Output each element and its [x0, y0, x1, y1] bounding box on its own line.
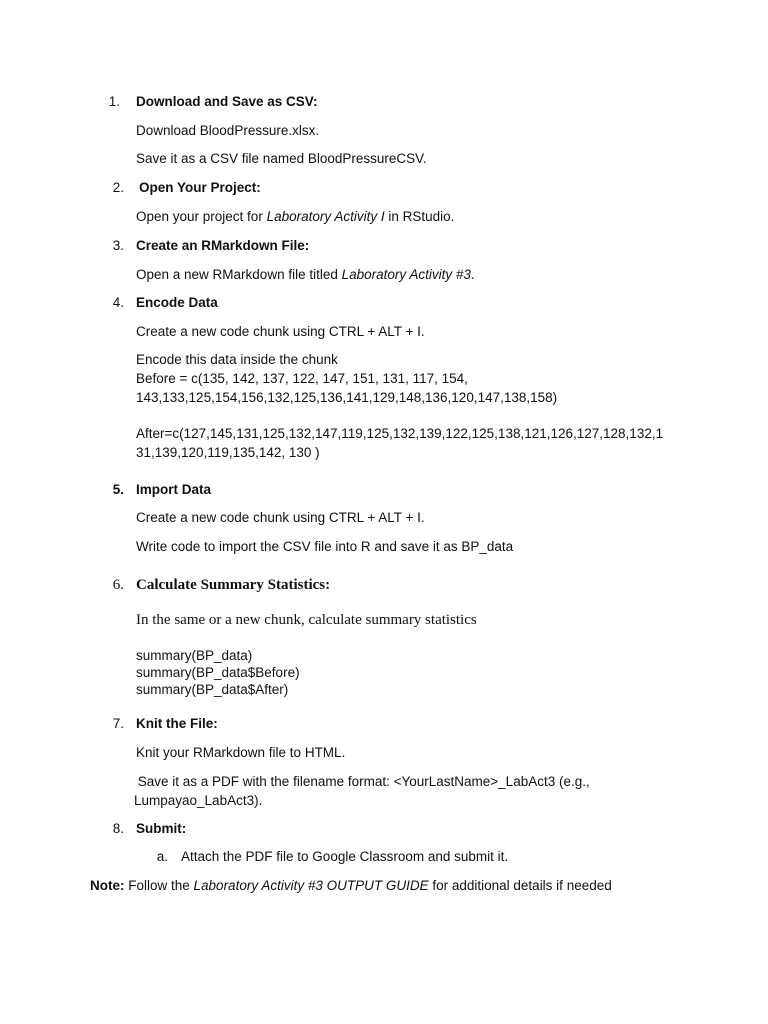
- step-6-code-2: summary(BP_data$Before): [136, 665, 300, 680]
- step-1-line-2: Save it as a CSV file named BloodPressureCSV.: [136, 151, 427, 166]
- step-5-line-1: Create a new code chunk using CTRL + ALT + I.: [136, 510, 425, 525]
- step-7-line-3: Lumpayao_LabAct3).: [134, 793, 263, 808]
- step-2-heading: Open Your Project:: [139, 180, 261, 195]
- step-2-line-italic: Laboratory Activity I: [266, 209, 385, 224]
- step-6-heading: Calculate Summary Statistics:: [136, 577, 331, 593]
- step-2-line: [136, 208, 454, 226]
- step-1-heading: Download and Save as CSV:: [136, 94, 318, 109]
- note-after: for additional details if needed: [428, 878, 612, 893]
- step-1-line-1: Download BloodPressure.xlsx.: [136, 123, 320, 138]
- step-2-line-after: in RStudio.: [384, 209, 455, 224]
- step-4-heading: Encode Data: [136, 295, 218, 310]
- note-before: Follow the: [124, 878, 194, 893]
- step-7-line-1: Knit your RMarkdown file to HTML.: [136, 745, 346, 760]
- step-1-number: 1.: [108, 94, 120, 109]
- step-5-number: 5.: [112, 482, 124, 497]
- step-4-after-line-2: 31,139,120,119,135,142, 130 ): [136, 445, 320, 460]
- step-6-number: 6.: [112, 577, 124, 593]
- step-4-before-line-1: Before = c(135, 142, 137, 122, 147, 151, 131, 117, 154,: [136, 371, 468, 386]
- step-6-code-3: summary(BP_data$After): [136, 682, 289, 697]
- step-3-line-after: .: [470, 267, 475, 282]
- step-8-sub-a-marker: a.: [156, 849, 168, 864]
- step-7-number: 7.: [112, 716, 124, 731]
- step-3-line-before: Open a new RMarkdown file titled: [136, 267, 342, 282]
- note-label: Note:: [90, 878, 125, 893]
- step-3-line: [136, 266, 475, 284]
- step-4-number: 4.: [112, 295, 124, 310]
- step-7-heading: Knit the File:: [136, 716, 218, 731]
- step-2-line-before: Open your project for: [136, 209, 267, 224]
- step-8-sub-a-text: Attach the PDF file to Google Classroom and submit it.: [181, 849, 509, 864]
- step-7-line-2: Save it as a PDF with the filename format: <YourLastName>_LabAct3 (e.g.,: [134, 774, 590, 789]
- step-8-heading: Submit:: [136, 821, 187, 836]
- step-8-number: 8.: [112, 821, 124, 836]
- step-3-number: 3.: [112, 238, 124, 253]
- note-line: [90, 877, 612, 895]
- step-5-line-2: Write code to import the CSV file into R and save it as BP_data: [136, 539, 514, 554]
- step-3-line-italic: Laboratory Activity #3: [341, 267, 471, 282]
- step-4-line-1: Create a new code chunk using CTRL + ALT + I.: [136, 324, 425, 339]
- step-4-before-line-2: 143,133,125,154,156,132,125,136,141,129,148,136,120,147,138,158): [136, 390, 558, 405]
- step-4-after-line-1: After=c(127,145,131,125,132,147,119,125,132,139,122,125,138,121,126,127,128,132,1: [136, 426, 664, 441]
- note-italic: Laboratory Activity #3 OUTPUT GUIDE: [193, 878, 429, 893]
- step-3-heading: Create an RMarkdown File:: [136, 238, 310, 253]
- step-6-code-1: summary(BP_data): [136, 648, 253, 663]
- step-6-line-1: In the same or a new chunk, calculate summary statistics: [136, 612, 477, 628]
- step-5-heading: Import Data: [136, 482, 212, 497]
- step-4-line-2: Encode this data inside the chunk: [136, 352, 338, 367]
- step-2-number: 2.: [112, 180, 124, 195]
